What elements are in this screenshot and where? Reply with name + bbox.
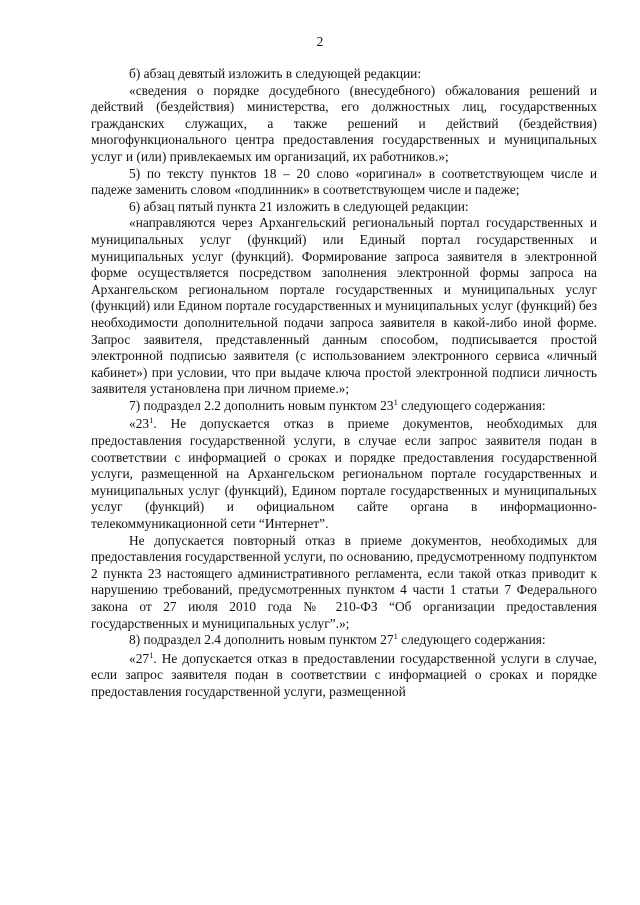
paragraph-item-6: 6) абзац пятый пункта 21 изложить в следующей редакции: (129, 198, 469, 214)
paragraph-repeat-refusal: Не допускается повторный отказ в приеме документов, необходимых для предоставления государственной услуги, по основанию, предусмотренному подпунктом 2 пункта 23 настоящего административного регламента, если такой отказ приводит к нарушению требований, предусмотренных пунктом 4 части 1 статьи 7 Федерального закона от 27 июля 2010 года № 210-ФЗ “Об организации предоставления государственных и муниципальных услуг”.»; (91, 532, 597, 631)
paragraph-item-7: 7) подраздел 2.2 дополнить новым пунктом $23^1$ следующего содержания: (129, 396, 546, 413)
paragraph-point-27-1: «$27^1$. Не допускается отказ в предоставлении государственной услуги в случае, если запрос заявителя подан в соответствии с информацией о сроках и порядке предоставления государственной услуги, размещенной (91, 649, 597, 699)
paragraph-item-8: 8) подраздел 2.4 дополнить новым пунктом $27^1$ следующего содержания: (129, 631, 546, 648)
paragraph-point-23-1: «$23^1$. Не допускается отказ в приеме документов, необходимых для предоставления государственной услуги, в случае если запрос заявителя подан в соответствии с информацией о сроках и порядке предоставления государственной услуги, размещенной на Архангельском региональном портале государственных и муниципальных услуг (функций), Едином портале государственных и муниципальных услуг (функций) и официальном сайте органа в информационно-телекоммуникационной сети “Интернет”. (91, 415, 597, 532)
paragraph-quote-appeal-info: «сведения о порядке досудебного (внесудебного) обжалования решений и действий (бездействия) министерства, его должностных лиц, государственных гражданских служащих, а также решений и действий (бездействия) многофункционального центра предоставления государственных и муниципальных услуг и (или) привлекаемых им организаций, их работников.»; (91, 82, 597, 164)
paragraph-item-5: 5) по тексту пунктов 18 – 20 слово «оригинал» в соответствующем числе и падеже заменить словом «подлинник» в соответствующем числе и падеже; (91, 165, 597, 198)
paragraph-quote-portal-submission: «направляются через Архангельский региональный портал государственных и муниципальных услуг (функций) или Единый портал государственных и муниципальных услуг (функций). Формирование запроса заявителя в электронной форме осуществляется посредством заполнения электронной формы запроса на Архангельском региональном портале государственных и муниципальных услуг (функций) или Едином портале государственных и муниципальных услуг (функций) без необходимости дополнительной подачи запроса заявителя в какой-либо иной форме. Запрос заявителя, представленный данным способом, подписывается простой электронной подписью заявителя (с использованием электронного сервиса «личный кабинет») при условии, что при выдаче ключа простой электронной подписи личность заявителя установлена при личном приеме.»; (91, 215, 597, 397)
document-body (91, 66, 597, 701)
paragraph-item-b: б) абзац девятый изложить в следующей редакции: (129, 66, 422, 81)
page-number: 2 (316, 34, 324, 49)
